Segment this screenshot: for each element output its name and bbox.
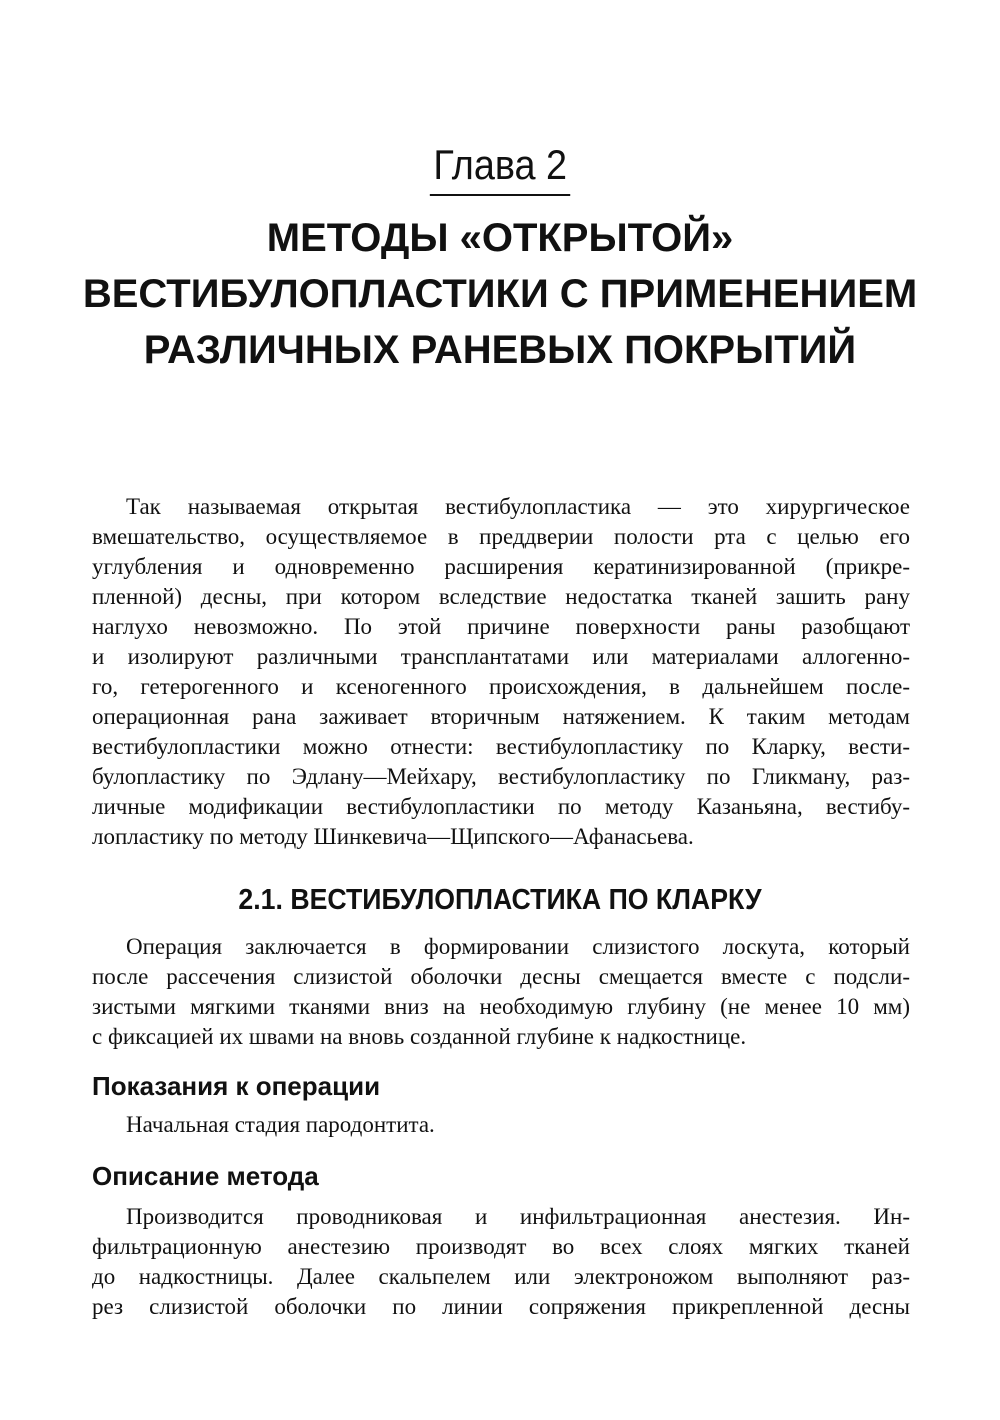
text-line: после рассечения слизистой оболочки десны смещается вместе с подсли- (92, 964, 910, 989)
text-line: наглухо невозможно. По этой причине поверхности раны разобщают (92, 614, 910, 639)
text-line: рез слизистой оболочки по линии сопряжения прикрепленной десны (92, 1294, 910, 1319)
chapter-label-text: Глава 2 (430, 140, 571, 196)
text-line: Производится проводниковая и инфильтрационная анестезия. Ин- (126, 1204, 910, 1229)
chapter-title (40, 210, 960, 378)
chapter-title-line: МЕТОДЫ «ОТКРЫТОЙ» (266, 216, 734, 260)
text-line: операционная рана заживает вторичным натяжением. К таким методам (92, 704, 910, 729)
text-line: фильтрационную анестезию производят во всех слоях мягких тканей (92, 1234, 910, 1259)
chapter-label (0, 140, 1000, 196)
text-line: вестибулопластики можно отнести: вестибулопластику по Кларку, вести- (92, 734, 910, 759)
text-line: зистыми мягкими тканями вниз на необходимую глубину (не менее 10 мм) (92, 994, 910, 1019)
text-line: лопластику по методу Шинкевича—Щипского—Афанасьева. (92, 824, 694, 849)
section-title: 2.1. ВЕСТИБУЛОПЛАСТИКА ПО КЛАРКУ (238, 884, 762, 916)
text-line: личные модификации вестибулопластики по методу Казаньяна, вестибу- (92, 794, 910, 819)
text-line: Так называемая открытая вестибулопластика — это хирургическое (126, 494, 910, 519)
intro-paragraph (92, 492, 910, 852)
indications-paragraph (92, 1110, 910, 1140)
chapter-title-line: РАЗЛИЧНЫХ РАНЕВЫХ ПОКРЫТИЙ (143, 328, 857, 372)
text-line: с фиксацией их швами на вновь созданной глубине к надкостнице. (92, 1024, 747, 1049)
text-line: до надкостницы. Далее скальпелем или электроножом выполняют раз- (92, 1264, 910, 1289)
text-line: и изолируют различными трансплантатами или материалами аллогенно- (92, 644, 910, 669)
text-line: пленной) десны, при котором вследствие недостатка тканей зашить рану (92, 584, 910, 609)
section-paragraph (92, 932, 910, 1052)
indications-heading: Показания к операции (92, 1071, 381, 1101)
method-heading: Описание метода (92, 1161, 319, 1191)
text-line: булопластику по Эдлану—Мейхару, вестибулопластику по Гликману, раз- (92, 764, 910, 789)
chapter-title-line: ВЕСТИБУЛОПЛАСТИКИ С ПРИМЕНЕНИЕМ (82, 272, 918, 316)
text-line: вмешательство, осуществляемое в преддверии полости рта с целью его (92, 524, 910, 549)
text-line: го, гетерогенного и ксеногенного происхождения, в дальнейшем после- (92, 674, 910, 699)
text-line: углубления и одновременно расширения кератинизированной (прикре- (92, 554, 910, 579)
text-line: Операция заключается в формировании слизистого лоскута, который (126, 934, 910, 959)
method-paragraph (92, 1202, 910, 1322)
text-line: Начальная стадия пародонтита. (126, 1112, 435, 1137)
